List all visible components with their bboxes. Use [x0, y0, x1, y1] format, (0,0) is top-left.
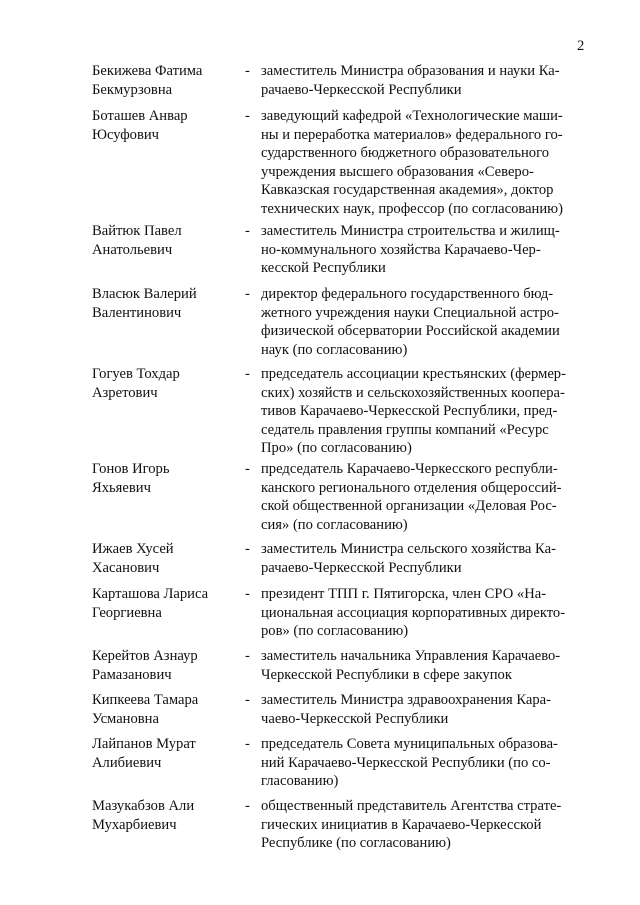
member-name: Гонов Игорь Яхьяевич: [92, 461, 170, 496]
member-position: заведующий кафедрой «Технологические маши- ны и переработка материалов» федерального го- сударственного бюджетного образовательного учреждения высшего образования «Северо- Кавказская государственная академия», доктор технических наук, профессор (по согласованию): [261, 108, 563, 217]
dash-separator: -: [245, 63, 250, 79]
member-name: Керейтов Азнаур Рамазанович: [92, 648, 198, 683]
dash-separator: -: [245, 108, 250, 124]
page-number: 2: [577, 38, 585, 54]
dash-separator: -: [245, 366, 250, 382]
member-name: Власюк Валерий Валентинович: [92, 286, 197, 321]
member-position: заместитель Министра строительства и жилищ- но-коммунального хозяйства Карачаево-Чер- кесской Республики: [261, 223, 560, 277]
dash-separator: -: [245, 286, 250, 302]
member-name: Боташев Анвар Юсуфович: [92, 108, 188, 143]
member-position: председатель ассоциации крестьянских (фермер- ских) хозяйств и сельскохозяйственных коопера- тивов Карачаево-Черкесской Республики, пред- седатель правления группы компаний «Ресурс Про» (по согласованию): [261, 366, 566, 457]
member-name: Гогуев Тохдар Азретович: [92, 366, 180, 401]
member-name: Бекижева Фатима Бекмурзовна: [92, 63, 203, 98]
dash-separator: -: [245, 692, 250, 708]
member-position: президент ТПП г. Пятигорска, член СРО «На- циональная ассоциация корпоративных директо- ров» (по согласованию): [261, 586, 566, 640]
dash-separator: -: [245, 798, 250, 814]
member-position: заместитель Министра образования и науки Ка- рачаево-Черкесской Республики: [261, 63, 560, 98]
member-name: Вайтюк Павел Анатольевич: [92, 223, 182, 258]
member-position: заместитель начальника Управления Карачаево- Черкесской Республики в сфере закупок: [261, 648, 561, 683]
member-name: Ижаев Хусей Хасанович: [92, 541, 174, 576]
member-position: заместитель Министра здравоохранения Кара- чаево-Черкесской Республики: [261, 692, 552, 727]
member-name: Карташова Лариса Георгиевна: [92, 586, 209, 621]
dash-separator: -: [245, 648, 250, 664]
member-name: Мазукабзов Али Мухарбиевич: [92, 798, 195, 833]
dash-separator: -: [245, 586, 250, 602]
member-position: председатель Карачаево-Черкесского республи- канского регионального отделения общероссий- ской общественной организации «Деловая Рос- сия» (по согласованию): [261, 461, 562, 533]
member-name: Кипкеева Тамара Усмановна: [92, 692, 199, 727]
dash-separator: -: [245, 223, 250, 239]
dash-separator: -: [245, 461, 250, 477]
member-position: общественный представитель Агентства страте- гических инициатив в Карачаево-Черкесской Республике (по согласованию): [261, 798, 562, 852]
member-name: Лайпанов Мурат Алибиевич: [92, 736, 196, 771]
member-position: директор федерального государственного бюд- жетного учреждения науки Специальной астро- физической обсерватории Российской академии наук (по согласованию): [261, 286, 560, 358]
dash-separator: -: [245, 541, 250, 557]
member-position: заместитель Министра сельского хозяйства Ка- рачаево-Черкесской Республики: [261, 541, 556, 576]
member-position: председатель Совета муниципальных образова- ний Карачаево-Черкесской Республики (по со- гласованию): [261, 736, 558, 790]
dash-separator: -: [245, 736, 250, 752]
